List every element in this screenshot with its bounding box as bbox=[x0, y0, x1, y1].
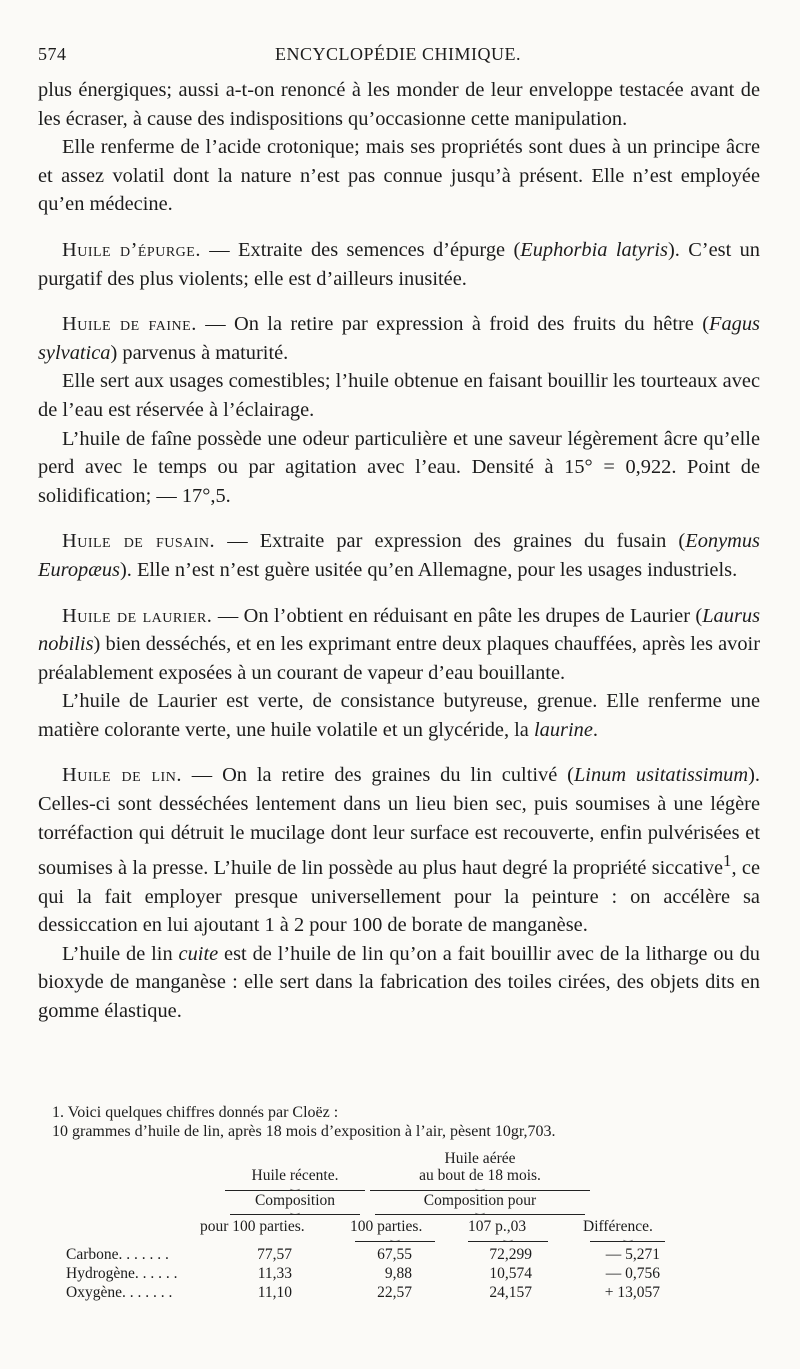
entry-fusain: Huile de fusain. — Extraite par expression des graines du fusain (Eonymus Europæus). Elle n’est n’est guère usitée qu’en Allemagne, pour les usages industriels. bbox=[38, 530, 760, 581]
paragraph: Elle sert aux usages comestibles; l’huile obtenue en faisant bouillir les tourteaux avec de l’eau est réservée à l’éclairage. bbox=[38, 370, 760, 421]
entry-epurge: Huile d’épurge. — Extraite des semences d’épurge (Euphorbia latyris). C’est un purgatif des plus violents; elle est d’ailleurs inusitée. bbox=[38, 238, 761, 290]
latin-name: Linum usitatissimum bbox=[573, 764, 749, 787]
latin-name: Laurus nobilis bbox=[38, 604, 761, 656]
entry-heading: Huile de faine. bbox=[62, 313, 197, 336]
column-header: pour 100 parties. bbox=[200, 1218, 305, 1235]
table-cell: 24,157 bbox=[489, 1284, 532, 1301]
emphasis: cuite bbox=[178, 942, 219, 965]
page-number: 574 bbox=[38, 44, 67, 64]
entry-heading: Huile de lin. bbox=[62, 764, 182, 787]
composition-header: Composition pour bbox=[423, 1192, 537, 1209]
column-header: 100 parties. bbox=[350, 1218, 423, 1235]
table-cell: 67,55 bbox=[377, 1246, 412, 1263]
running-header bbox=[38, 44, 758, 70]
entry-laurier: Huile de laurier. — On l’obtient en réduisant en pâte les drupes de Laurier (Laurus nobilis) bien desséchés, et en les exprimant entre deux plaques chauffées, après les avoir préalablement exposées à un courant de vapeur d’eau bouillante. bbox=[38, 604, 761, 684]
main-text bbox=[38, 76, 760, 1026]
footnote bbox=[38, 1103, 760, 1141]
table-cell: 22,57 bbox=[377, 1284, 412, 1301]
table-cell: 11,10 bbox=[257, 1284, 292, 1301]
entry-heading: Huile de laurier. bbox=[62, 604, 213, 627]
table-cell: 9,88 bbox=[384, 1265, 412, 1282]
entry-faine: Huile de faine. — On la retire par expression à froid des fruits du hêtre (Fagus sylvatica) parvenus à maturité. bbox=[38, 313, 760, 364]
entry-heading: Huile de fusain. bbox=[62, 530, 216, 553]
latin-name: laurine bbox=[533, 718, 593, 741]
paragraph: L’huile de faîne possède une odeur particulière et une saveur légèrement âcre qu’elle perd avec le temps ou par agitation avec l’eau. Densité à 15° = 0,922. Point de solidification; — 17°,5. bbox=[38, 427, 760, 507]
latin-name: Eonymus Europæus bbox=[38, 530, 760, 581]
group-header-aeree: Huile aérée bbox=[444, 1150, 516, 1167]
footnote-line: 10 grammes d’huile de lin, après 18 mois d’exposition à l’air, pèsent 10gr,703. bbox=[52, 1123, 556, 1140]
paragraph: plus énergiques; aussi a-t-on renoncé à les monder de leur enveloppe testacée avant de les écraser, à cause des indispositions qu’occasionne cette manipulation. bbox=[38, 79, 760, 130]
column-header: Différence. bbox=[583, 1218, 653, 1235]
paragraph: Elle renferme de l’acide crotonique; mais ses propriétés sont dues à un principe âcre et assez volatil dont la nature n’est pas connue jusqu’à présent. Elle n’est employée qu’en médecine. bbox=[38, 136, 760, 216]
composition-header: Composition bbox=[254, 1192, 336, 1209]
footnote-marker: 1 bbox=[723, 851, 732, 871]
paragraph: L’huile de lin cuite est de l’huile de lin qu’on a fait bouillir avec de la litharge ou du bioxyde de manganèse : elle sert dans la fabrication des toiles cirées, des objets dits en gomme élastique. bbox=[38, 942, 761, 1023]
table-cell: + 13,057 bbox=[604, 1284, 660, 1301]
footnote-line: 1. Voici quelques chiffres donnés par Cloëz : bbox=[52, 1104, 339, 1121]
running-title: ENCYCLOPÉDIE CHIMIQUE. bbox=[275, 44, 521, 64]
row-label: Hydrogène. . . . . . bbox=[66, 1265, 178, 1282]
table-cell: 10,574 bbox=[489, 1265, 532, 1282]
table-cell: — 5,271 bbox=[605, 1246, 660, 1263]
group-header-recente: Huile récente. bbox=[251, 1167, 339, 1184]
paragraph: L’huile de Laurier est verte, de consistance butyreuse, grenue. Elle renferme une matière colorante verte, une huile volatile et un glycéride, la laurine. bbox=[38, 690, 760, 741]
column-header: 107 p.,03 bbox=[468, 1218, 527, 1235]
table-cell: 11,33 bbox=[257, 1265, 292, 1282]
row-label: Oxygène. . . . . . . bbox=[66, 1284, 173, 1301]
entry-heading: Huile d’épurge. bbox=[62, 238, 201, 261]
latin-name: Euphorbia latyris bbox=[520, 238, 668, 261]
entry-lin: Huile de lin. — On la retire des graines du lin cultivé (Linum usitatissimum). Celles-ci sont desséchées lentement dans un lieu bien sec, puis soumises à une légère torréfaction qui détruit le mucilage dont leur surface est recouverte, enfin pulvérisées et soumises à la presse. L’huile de lin possède au plus haut degré la propriété siccative$^1$, ce qui la fait employer presque universellement pour la peinture : on accélère sa dessiccation en lui ajoutant 1 à 2 pour 100 de borate de manganèse. bbox=[38, 764, 760, 937]
group-header-aeree-line2: au bout de 18 mois. bbox=[419, 1167, 541, 1184]
row-label: Carbone. . . . . . . bbox=[66, 1246, 169, 1263]
table-cell: 77,57 bbox=[257, 1246, 292, 1263]
latin-name: Fagus sylvatica bbox=[38, 313, 760, 364]
table-cell: — 0,756 bbox=[605, 1265, 660, 1282]
table-cell: 72,299 bbox=[489, 1246, 532, 1263]
